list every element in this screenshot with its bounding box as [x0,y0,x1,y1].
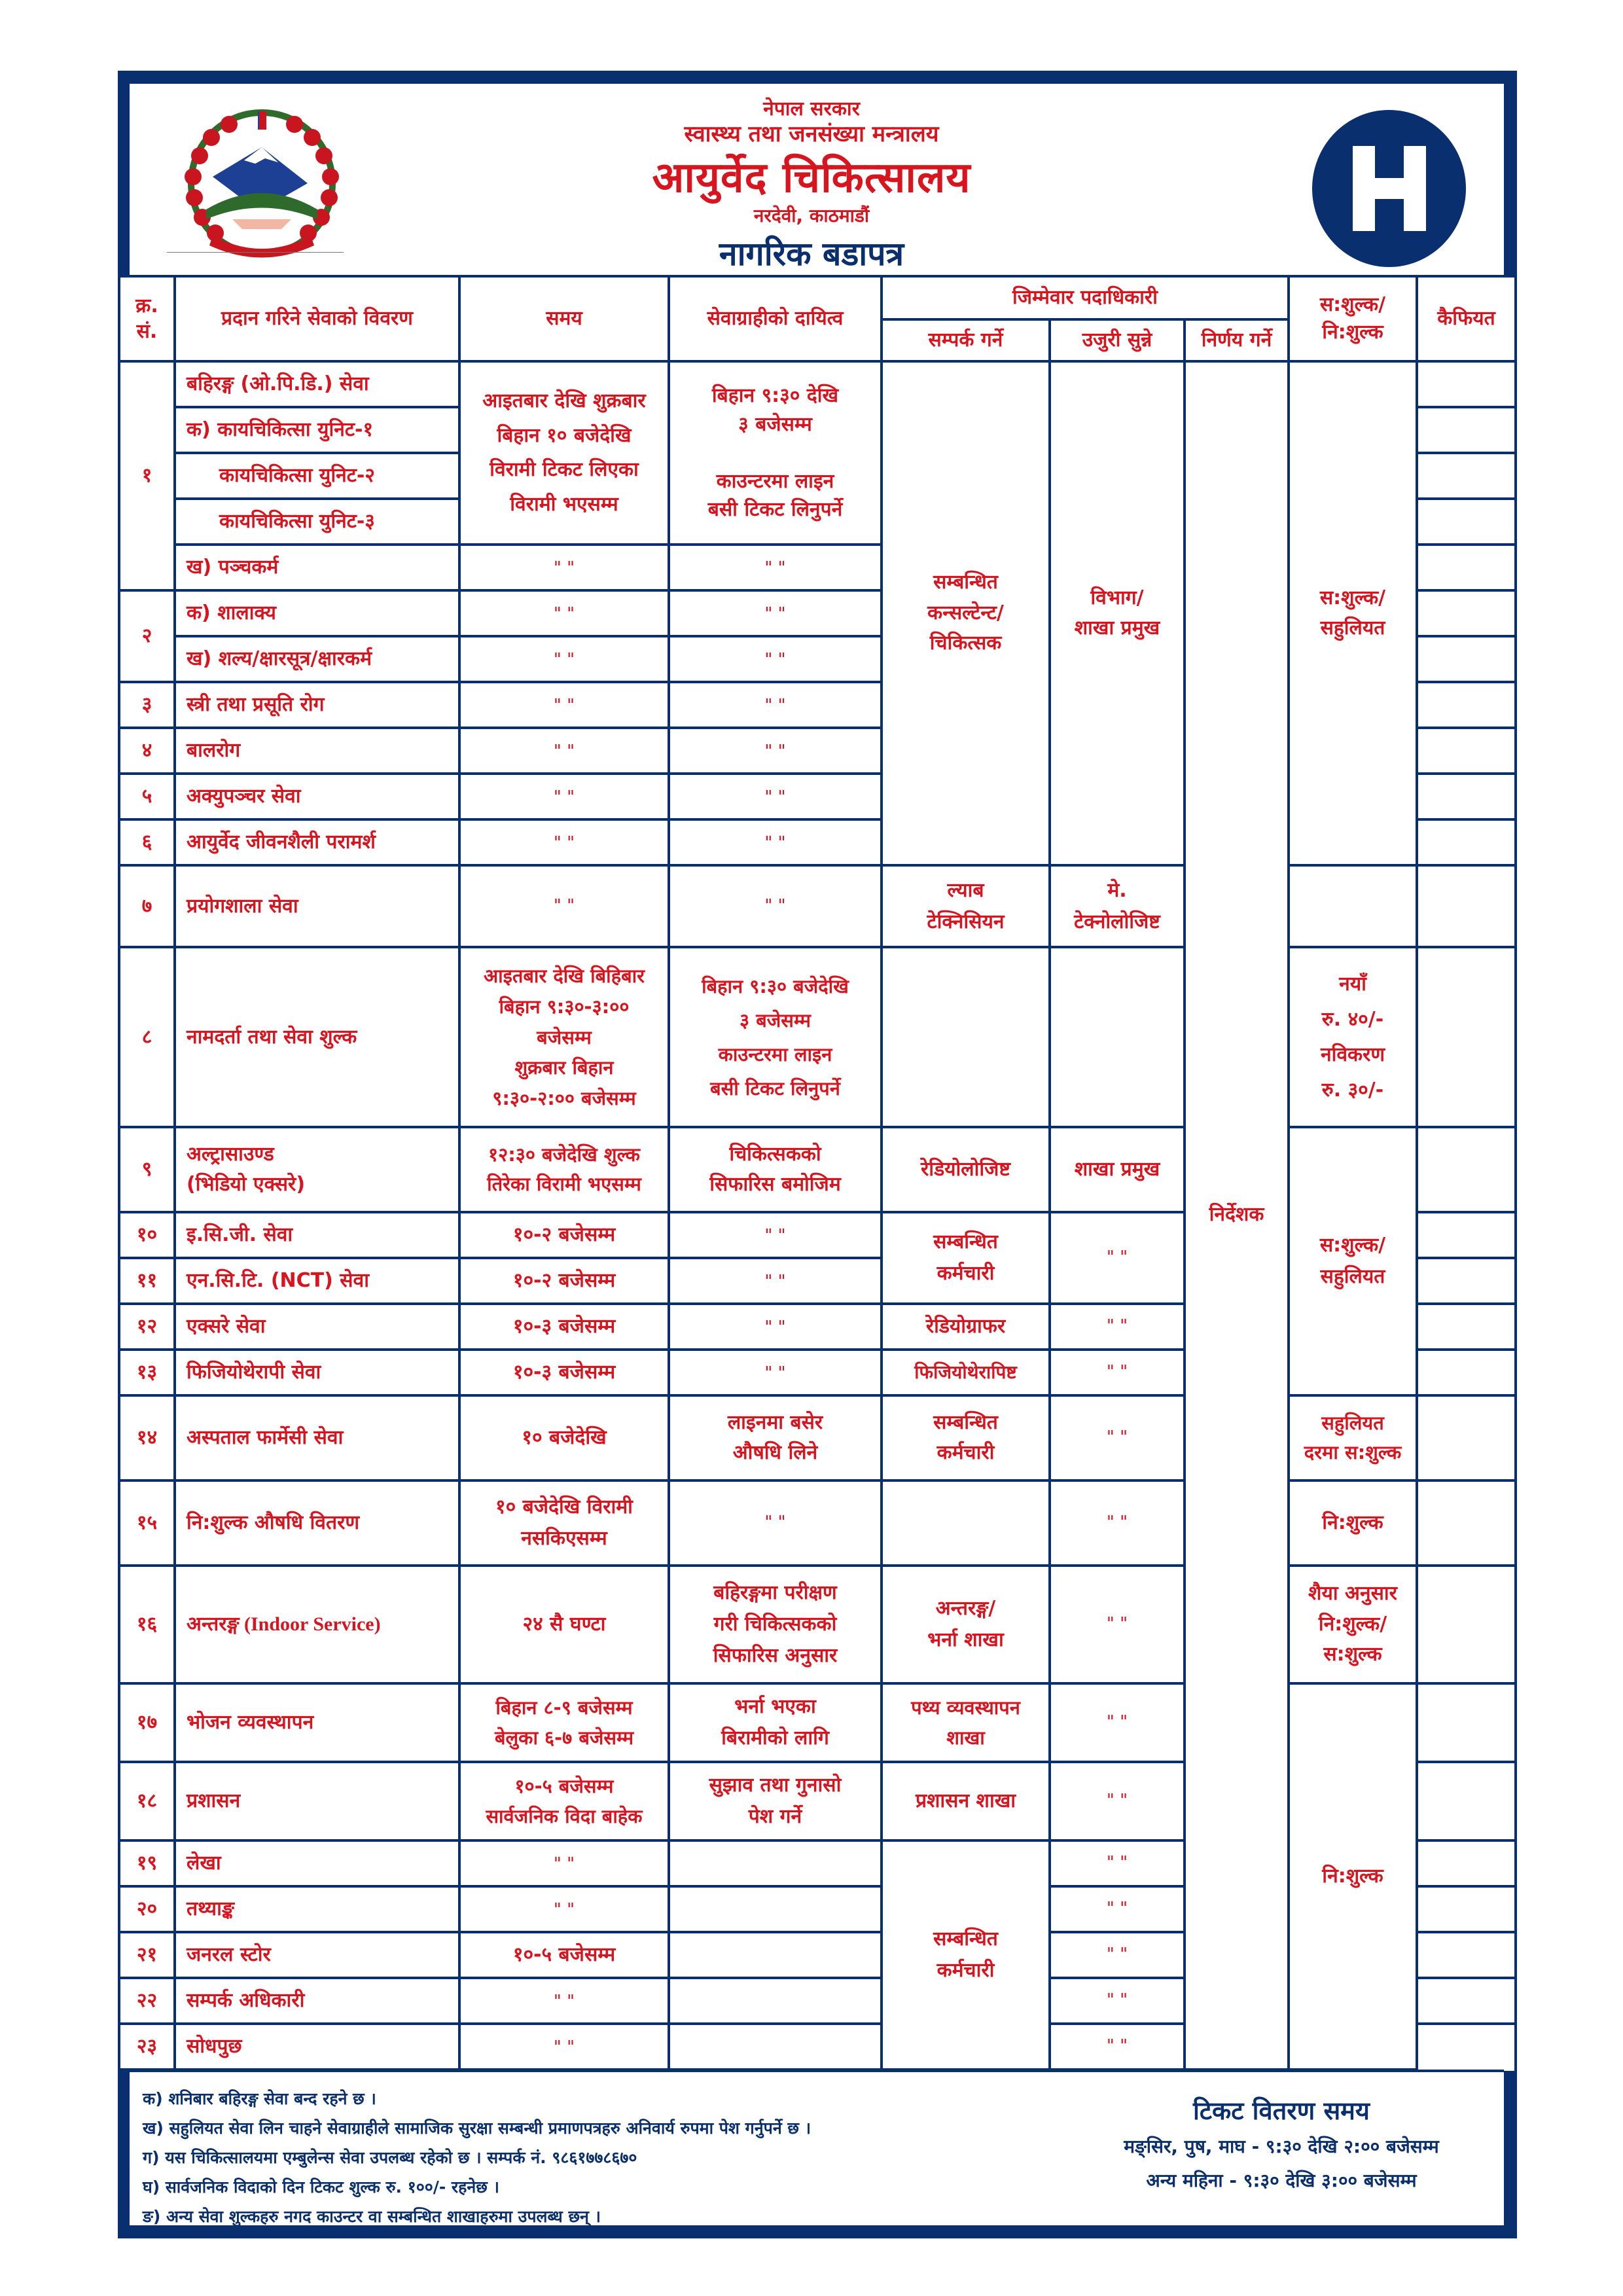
ministry-name: स्वास्थ्य तथा जनसंख्या मन्त्रालय [684,121,939,147]
row-1-service-panchakarma: ख) पञ्चकर्म [173,543,461,592]
row-8-fee: नयाँ रु. ४०/- नविकरण रु. ३०/- [1287,946,1418,1129]
remarks-cell [1416,1839,1517,1888]
header-decision: निर्णय गर्ने [1183,318,1290,363]
row-20-time-ditto: " " [458,1885,670,1933]
row-7-sn: ७ [118,864,176,948]
rows-1-8-fee: स:शुल्क/ सहुलियत [1287,360,1418,867]
row-2b-responsibility-ditto: " " [668,635,883,683]
row-15-service: नि:शुल्क औषधि वितरण [173,1479,461,1567]
row-1-responsibility: बिहान ९:३० देखि ३ बजेसम्म काउन्टरमा लाइन बसी टिकट लिनुपर्ने [668,360,883,546]
remarks-cell [1416,360,1517,408]
row-20-service: तथ्याङ्क [173,1885,461,1933]
rows-1-6-complaint: विभाग/ शाखा प्रमुख [1048,360,1186,867]
hospital-h-icon [1312,110,1466,267]
row-17-contact: पथ्य व्यवस्थापन शाखा [880,1682,1051,1763]
row-23-complaint-ditto: " " [1048,2022,1186,2071]
remarks-cell [1416,1931,1517,1979]
row-7-time-ditto: " " [458,864,670,948]
row-20-complaint-ditto: " " [1048,1885,1186,1933]
row-17-responsibility: भर्ना भएका बिरामीको लागि [668,1682,883,1763]
row-10-sn: १० [118,1211,176,1259]
remarks-cell [1416,1126,1517,1213]
row-19-service: लेखा [173,1839,461,1888]
rows-19-23-contact: सम्बन्धित कर्मचारी [880,1839,1051,2071]
row-2b-time-ditto: " " [458,635,670,683]
row-13-complaint-ditto: " " [1048,1348,1186,1397]
row-17-service: भोजन व्यवस्थापन [173,1682,461,1763]
row-1b-time-ditto: " " [458,543,670,592]
row-7-responsibility-ditto: " " [668,864,883,948]
row-1-service-unit3: कायचिकित्सा युनिट-३ [173,497,461,546]
remarks-cell [1416,1479,1517,1567]
footer-note: ख) सहुलियत सेवा लिन चाहने सेवाग्राहीले सामाजिक सुरक्षा सम्बन्धी प्रमाणपत्रहरु अनिवार्य रुपमा पेश गर्नुपर्ने छ । [143,2119,812,2138]
row-9-sn: ९ [118,1126,176,1213]
row-1-time: आइतबार देखि शुक्रबार बिहान १० बजेदेखि विरामी टिकट लिएका विरामी भएसम्म [458,360,670,546]
row-14-fee: सहुलियत दरमा स:शुल्क [1287,1394,1418,1482]
row-9-contact: रेडियोलोजिष्ट [880,1126,1051,1213]
remarks-cell [1416,1564,1517,1685]
row-14-time: १० बजेदेखि [458,1394,670,1482]
row-12-complaint-ditto: " " [1048,1302,1186,1351]
remarks-cell [1416,818,1517,867]
remarks-cell [1416,1348,1517,1397]
row-22-service: सम्पर्क अधिकारी [173,1977,461,2025]
row-13-responsibility-ditto: " " [668,1348,883,1397]
remarks-cell [1416,1682,1517,1763]
row-18-responsibility: सुझाव तथा गुनासो पेश गर्ने [668,1761,883,1842]
row-21-time: १०-५ बजेसम्म [458,1931,670,1979]
row-13-contact: फिजियोथेरापिष्ट [880,1348,1051,1397]
row-20-sn: २० [118,1885,176,1933]
rows-17-23-fee: नि:शुल्क [1287,1682,1418,2071]
rows-9-13-fee: स:शुल्क/ सहुलियत [1287,1126,1418,1397]
row-19-responsibility [668,1839,883,1888]
row-16-contact: अन्तरङ्ग/ भर्ना शाखा [880,1564,1051,1685]
row-11-responsibility-ditto: " " [668,1257,883,1305]
row-16-responsibility: बहिरङ्गमा परीक्षण गरी चिकित्सकको सिफारिस अनुसार [668,1564,883,1685]
row-10-service: इ.सि.जी. सेवा [173,1211,461,1259]
header-responsibility: सेवाग्राहीको दायित्व [668,275,883,363]
row-7-complaint: मे. टेक्नोलोजिष्ट [1048,864,1186,948]
row-21-responsibility [668,1931,883,1979]
row-22-sn: २२ [118,1977,176,2025]
row-15-time: १० बजेदेखि विरामी नसकिएसम्म [458,1479,670,1567]
row-4-service: बालरोग [173,726,461,775]
row-5-service: अक्युपञ्चर सेवा [173,772,461,821]
row-11-sn: ११ [118,1257,176,1305]
remarks-cell [1416,1761,1517,1842]
remarks-cell [1416,635,1517,683]
remarks-cell [1416,772,1517,821]
row-2-service-b: ख) शल्य/क्षारसूत्र/क्षारकर्म [173,635,461,683]
row-10-time: १०-२ बजेसम्म [458,1211,670,1259]
remarks-cell [1416,2022,1517,2073]
row-13-service: फिजियोथेरापी सेवा [173,1348,461,1397]
row-14-responsibility: लाइनमा बसेर औषधि लिने [668,1394,883,1482]
row-4-sn: ४ [118,726,176,775]
header-sn: क्र. सं. [118,275,176,363]
row-1-service-unit1: क) कायचिकित्सा युनिट-१ [173,406,461,454]
remarks-cell [1416,1394,1517,1482]
rows-1-6-contact: सम्बन्धित कन्सल्टेन्ट/ चिकित्सक [880,360,1051,867]
row-9-service: अल्ट्रासाउण्ड (भिडियो एक्सरे) [173,1126,461,1213]
remarks-cell [1416,497,1517,546]
row-2a-responsibility-ditto: " " [668,589,883,637]
remarks-cell [1416,726,1517,775]
row-2-service-a: क) शालाक्य [173,589,461,637]
row-5-responsibility-ditto: " " [668,772,883,821]
row-18-time: १०-५ बजेसम्म सार्वजनिक विदा बाहेक [458,1761,670,1842]
row-5-sn: ५ [118,772,176,821]
row-21-sn: २१ [118,1931,176,1979]
row-16-service: अन्तरङ्ग (Indoor Service) [173,1564,461,1685]
remarks-cell [1416,946,1517,1128]
row-8-sn: ८ [118,946,176,1129]
row-20-responsibility [668,1885,883,1933]
remarks-cell [1416,406,1517,454]
remarks-cell [1416,1211,1517,1259]
row-2-sn: २ [118,589,176,683]
row-19-time-ditto: " " [458,1839,670,1888]
row-12-responsibility-ditto: " " [668,1302,883,1351]
row-23-sn: २३ [118,2022,176,2071]
hospital-address: नरदेवी, काठमाडौं [753,205,870,226]
row-23-service: सोधपुछ [173,2022,461,2071]
remarks-cell [1416,1257,1517,1305]
footer-note: ङ) अन्य सेवा शुल्कहरु नगद काउन्टर वा सम्बन्धित शाखाहरुमा उपलब्ध छन् । [143,2207,601,2226]
row-23-responsibility [668,2022,883,2071]
header-service: प्रदान गरिने सेवाको विवरण [173,275,461,363]
row-21-service: जनरल स्टोर [173,1931,461,1979]
row-21-complaint-ditto: " " [1048,1931,1186,1979]
row-7-contact: ल्याब टेक्निसियन [880,864,1051,948]
row-15-fee: नि:शुल्क [1287,1479,1418,1567]
row-13-time: १०-३ बजेसम्म [458,1348,670,1397]
row-6-time-ditto: " " [458,818,670,867]
row-10-responsibility-ditto: " " [668,1211,883,1259]
row-13-sn: १३ [118,1348,176,1397]
row-14-service: अस्पताल फार्मेसी सेवा [173,1394,461,1482]
row-12-contact: रेडियोग्राफर [880,1302,1051,1351]
remarks-cell [1416,864,1517,948]
row-22-complaint-ditto: " " [1048,1977,1186,2025]
row-9-responsibility: चिकित्सकको सिफारिस बमोजिम [668,1126,883,1213]
ticket-timing-box [1059,2092,1504,2198]
row-15-contact [880,1479,1051,1567]
row-3-service: स्त्री तथा प्रसूति रोग [173,681,461,729]
row-17-sn: १७ [118,1682,176,1763]
row-17-complaint-ditto: " " [1048,1682,1186,1763]
header-contact: सम्पर्क गर्ने [880,318,1051,363]
row-5-time-ditto: " " [458,772,670,821]
remarks-cell [1416,1977,1517,2025]
footer-note: घ) सार्वजनिक विदाको दिन टिकट शुल्क रु. १००/- रहनेछ । [143,2178,500,2197]
footer-note: क) शनिबार बहिरङ्ग सेवा बन्द रहने छ । [143,2089,376,2108]
row-12-service: एक्सरे सेवा [173,1302,461,1351]
hospital-name: आयुर्वेद चिकित्सालय [652,154,971,202]
row-6-service: आयुर्वेद जीवनशैली परामर्श [173,818,461,867]
row-8-time: आइतबार देखि बिहिबार बिहान ९:३०-३:०० बजेसम्म शुक्रबार बिहान ९:३०-२:०० बजेसम्म [458,946,670,1129]
row-8-contact [880,946,1051,1129]
row-15-sn: १५ [118,1479,176,1567]
remarks-cell [1416,1885,1517,1933]
rows-10-11-complaint-ditto: " " [1048,1211,1186,1305]
row-1-sn: १ [118,360,176,592]
row-1b-responsibility-ditto: " " [668,543,883,592]
row-18-sn: १८ [118,1761,176,1842]
header-remarks: कैफियत [1416,275,1517,363]
row-9-time: १२:३० बजेदेखि शुल्क तिरेका विरामी भएसम्म [458,1126,670,1213]
row-16-complaint-ditto: " " [1048,1564,1186,1685]
row-7-fee [1287,864,1418,948]
ticket-timing-other: अन्य महिना - ९:३० देखि ३:०० बजेसम्म [1146,2170,1417,2191]
row-17-time: बिहान ८-९ बजेसम्म बेलुका ६-७ बजेसम्म [458,1682,670,1763]
row-22-time-ditto: " " [458,1977,670,2025]
row-12-time: १०-३ बजेसम्म [458,1302,670,1351]
row-7-service: प्रयोगशाला सेवा [173,864,461,948]
row-19-complaint-ditto: " " [1048,1839,1186,1888]
row-18-complaint-ditto: " " [1048,1761,1186,1842]
footer-notes-section [130,2070,1504,2225]
ticket-timing-winter: मङ्सिर, पुष, माघ - ९:३० देखि २:०० बजेसम्म [1124,2136,1439,2157]
row-18-contact: प्रशासन शाखा [880,1761,1051,1842]
row-8-complaint [1048,946,1186,1129]
row-12-sn: १२ [118,1302,176,1351]
row-16-time: २४ सै घण्टा [458,1564,670,1685]
header-fee: स:शुल्क/ नि:शुल्क [1287,275,1418,363]
rows-10-11-contact: सम्बन्धित कर्मचारी [880,1211,1051,1305]
remarks-cell [1416,543,1517,592]
row-3-sn: ३ [118,681,176,729]
row-11-time: १०-२ बजेसम्म [458,1257,670,1305]
row-6-sn: ६ [118,818,176,867]
ticket-timing-title: टिकट वितरण समय [1193,2096,1370,2125]
row-14-contact: सम्बन्धित कर्मचारी [880,1394,1051,1482]
row-19-sn: १९ [118,1839,176,1888]
row-22-responsibility [668,1977,883,2025]
row-16-sn: १६ [118,1564,176,1685]
row-18-service: प्रशासन [173,1761,461,1842]
remarks-cell [1416,1302,1517,1351]
row-15-responsibility-ditto: " " [668,1479,883,1567]
row-1-service-opd: बहिरङ्ग (ओ.पि.डि.) सेवा [173,360,461,408]
remarks-cell [1416,452,1517,500]
row-23-time-ditto: " " [458,2022,670,2071]
row-14-sn: १४ [118,1394,176,1482]
row-9-complaint: शाखा प्रमुख [1048,1126,1186,1213]
footer-note: ग) यस चिकित्सालयमा एम्बुलेन्स सेवा उपलब्ध रहेको छ । सम्पर्क नं. ९८६१७७८६७० [143,2148,637,2167]
row-14-complaint-ditto: " " [1048,1394,1186,1482]
header-complaint: उजुरी सुन्ने [1048,318,1186,363]
header-time: समय [458,275,670,363]
row-15-complaint-ditto: " " [1048,1479,1186,1567]
row-11-service: एन.सि.टि. (NCT) सेवा [173,1257,461,1305]
government-name: नेपाल सरकार [763,98,860,120]
row-4-time-ditto: " " [458,726,670,775]
remarks-cell [1416,681,1517,729]
row-16-fee: शैया अनुसार नि:शुल्क/ स:शुल्क [1287,1564,1418,1685]
footer-notes-list [143,2084,811,2231]
row-3-time-ditto: " " [458,681,670,729]
row-8-responsibility: बिहान ९:३० बजेदेखि ३ बजेसम्म काउन्टरमा लाइन बसी टिकट लिनुपर्ने [668,946,883,1129]
row-4-responsibility-ditto: " " [668,726,883,775]
decision-maker-all-rows: निर्देशक [1183,360,1290,2071]
header-officials: जिम्मेवार पदाधिकारी [880,275,1290,321]
document-title: नागरिक बडापत्र [719,235,904,273]
row-8-service: नामदर्ता तथा सेवा शुल्क [173,946,461,1129]
row-2a-time-ditto: " " [458,589,670,637]
row-1-service-unit2: कायचिकित्सा युनिट-२ [173,452,461,500]
row-3-responsibility-ditto: " " [668,681,883,729]
row-6-responsibility-ditto: " " [668,818,883,867]
remarks-cell [1416,589,1517,637]
